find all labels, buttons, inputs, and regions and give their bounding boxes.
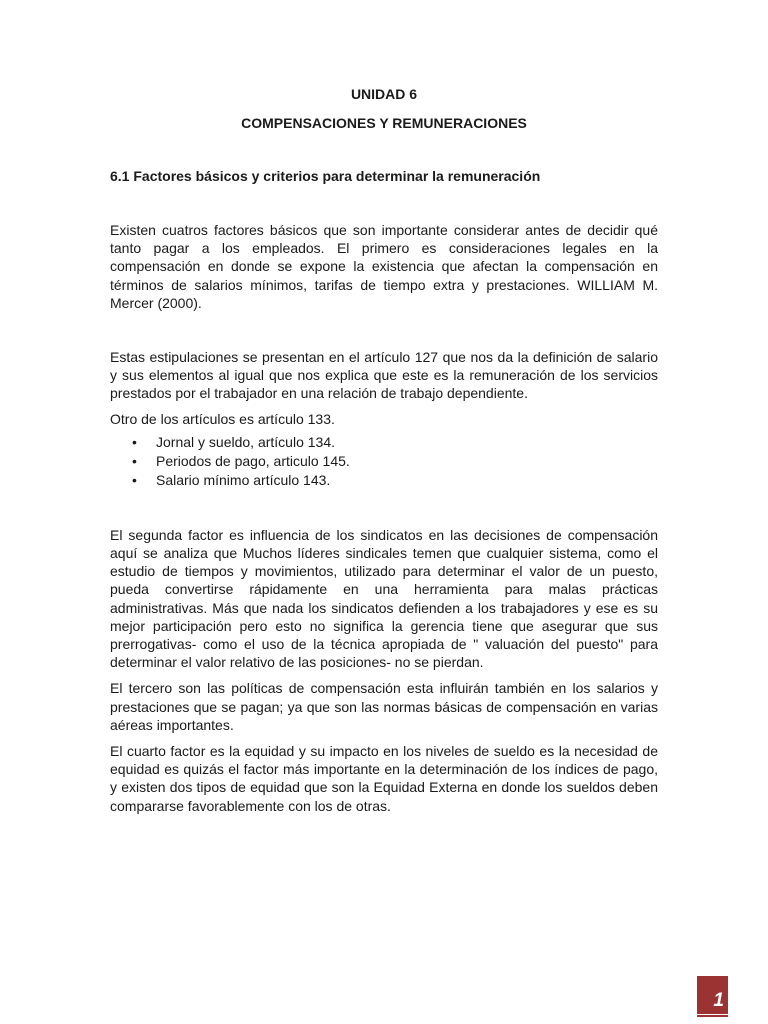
bullet-icon: •	[132, 452, 137, 469]
list-item-text: Periodos de pago, articulo 145.	[156, 452, 350, 469]
page-number: 1	[713, 990, 724, 1011]
page-number-badge	[697, 976, 728, 1014]
bullet-icon: •	[132, 471, 137, 488]
articles-list	[110, 433, 658, 490]
paragraph-policies-factor: El tercero son las políticas de compensación esta influirán también en los salarios y prestaciones que se pagan; ya que son las normas básicas de compensación en varias aéreas importantes.	[110, 680, 658, 733]
page-number-underline	[697, 1015, 728, 1017]
paragraph-article-127: Estas estipulaciones se presentan en el artículo 127 que nos da la definición de salario y sus elementos al igual que nos explica que este es la remuneración de los servicios prestados por el trabajador en una relación de trabajo dependiente.	[110, 349, 658, 402]
section-heading: 6.1 Factores básicos y criterios para determinar la remuneración	[110, 168, 541, 184]
paragraph-article-133: Otro de los artículos es artículo 133.	[110, 410, 335, 427]
list-item	[110, 433, 658, 452]
list-item	[110, 471, 658, 490]
bullet-icon: •	[132, 433, 137, 450]
chapter-title: COMPENSACIONES Y REMUNERACIONES	[241, 115, 527, 131]
unit-title: UNIDAD 6	[350, 86, 418, 102]
paragraph-equity-factor: El cuarto factor es la equidad y su impacto en los niveles de sueldo es la necesidad de equidad es quizás el factor más importante en la determinación de los índices de pago, y existen dos tipos de equidad que son la Equidad Externa en donde los sueldos deben compararse favorablemente con los de otras.	[110, 743, 658, 814]
list-item-text: Jornal y sueldo, artículo 134.	[156, 433, 335, 450]
list-item	[110, 452, 658, 471]
document-body	[110, 86, 658, 815]
paragraph-unions-factor: El segunda factor es influencia de los sindicatos en las decisiones de compensación aquí se analiza que Muchos líderes sindicales temen que cualquier sistema, como el estudio de tiempos y movimientos, utilizado para determinar el valor de un puesto, pueda convertirse rápidamente en una herramienta para malas prácticas administrativas. Más que nada los sindicatos defienden a los trabajadores y ese es su mejor participación pero esto no significa la gerencia tiene que asegurar que sus prerrogativas- como el uso de la técnica apropiada de " valuación del puesto" para determinar el valor relativo de las posiciones- no se pierdan.	[110, 526, 658, 671]
paragraph-factors-intro: Existen cuatros factores básicos que son importante considerar antes de decidir qué tanto pagar a los empleados. El primero es consideraciones legales en la compensación en donde se expone la existencia que afectan la compensación en términos de salarios mínimos, tarifas de tiempo extra y prestaciones. WILLIAM M. Mercer (2000).	[110, 222, 658, 311]
list-item-text: Salario mínimo artículo 143.	[156, 471, 331, 488]
